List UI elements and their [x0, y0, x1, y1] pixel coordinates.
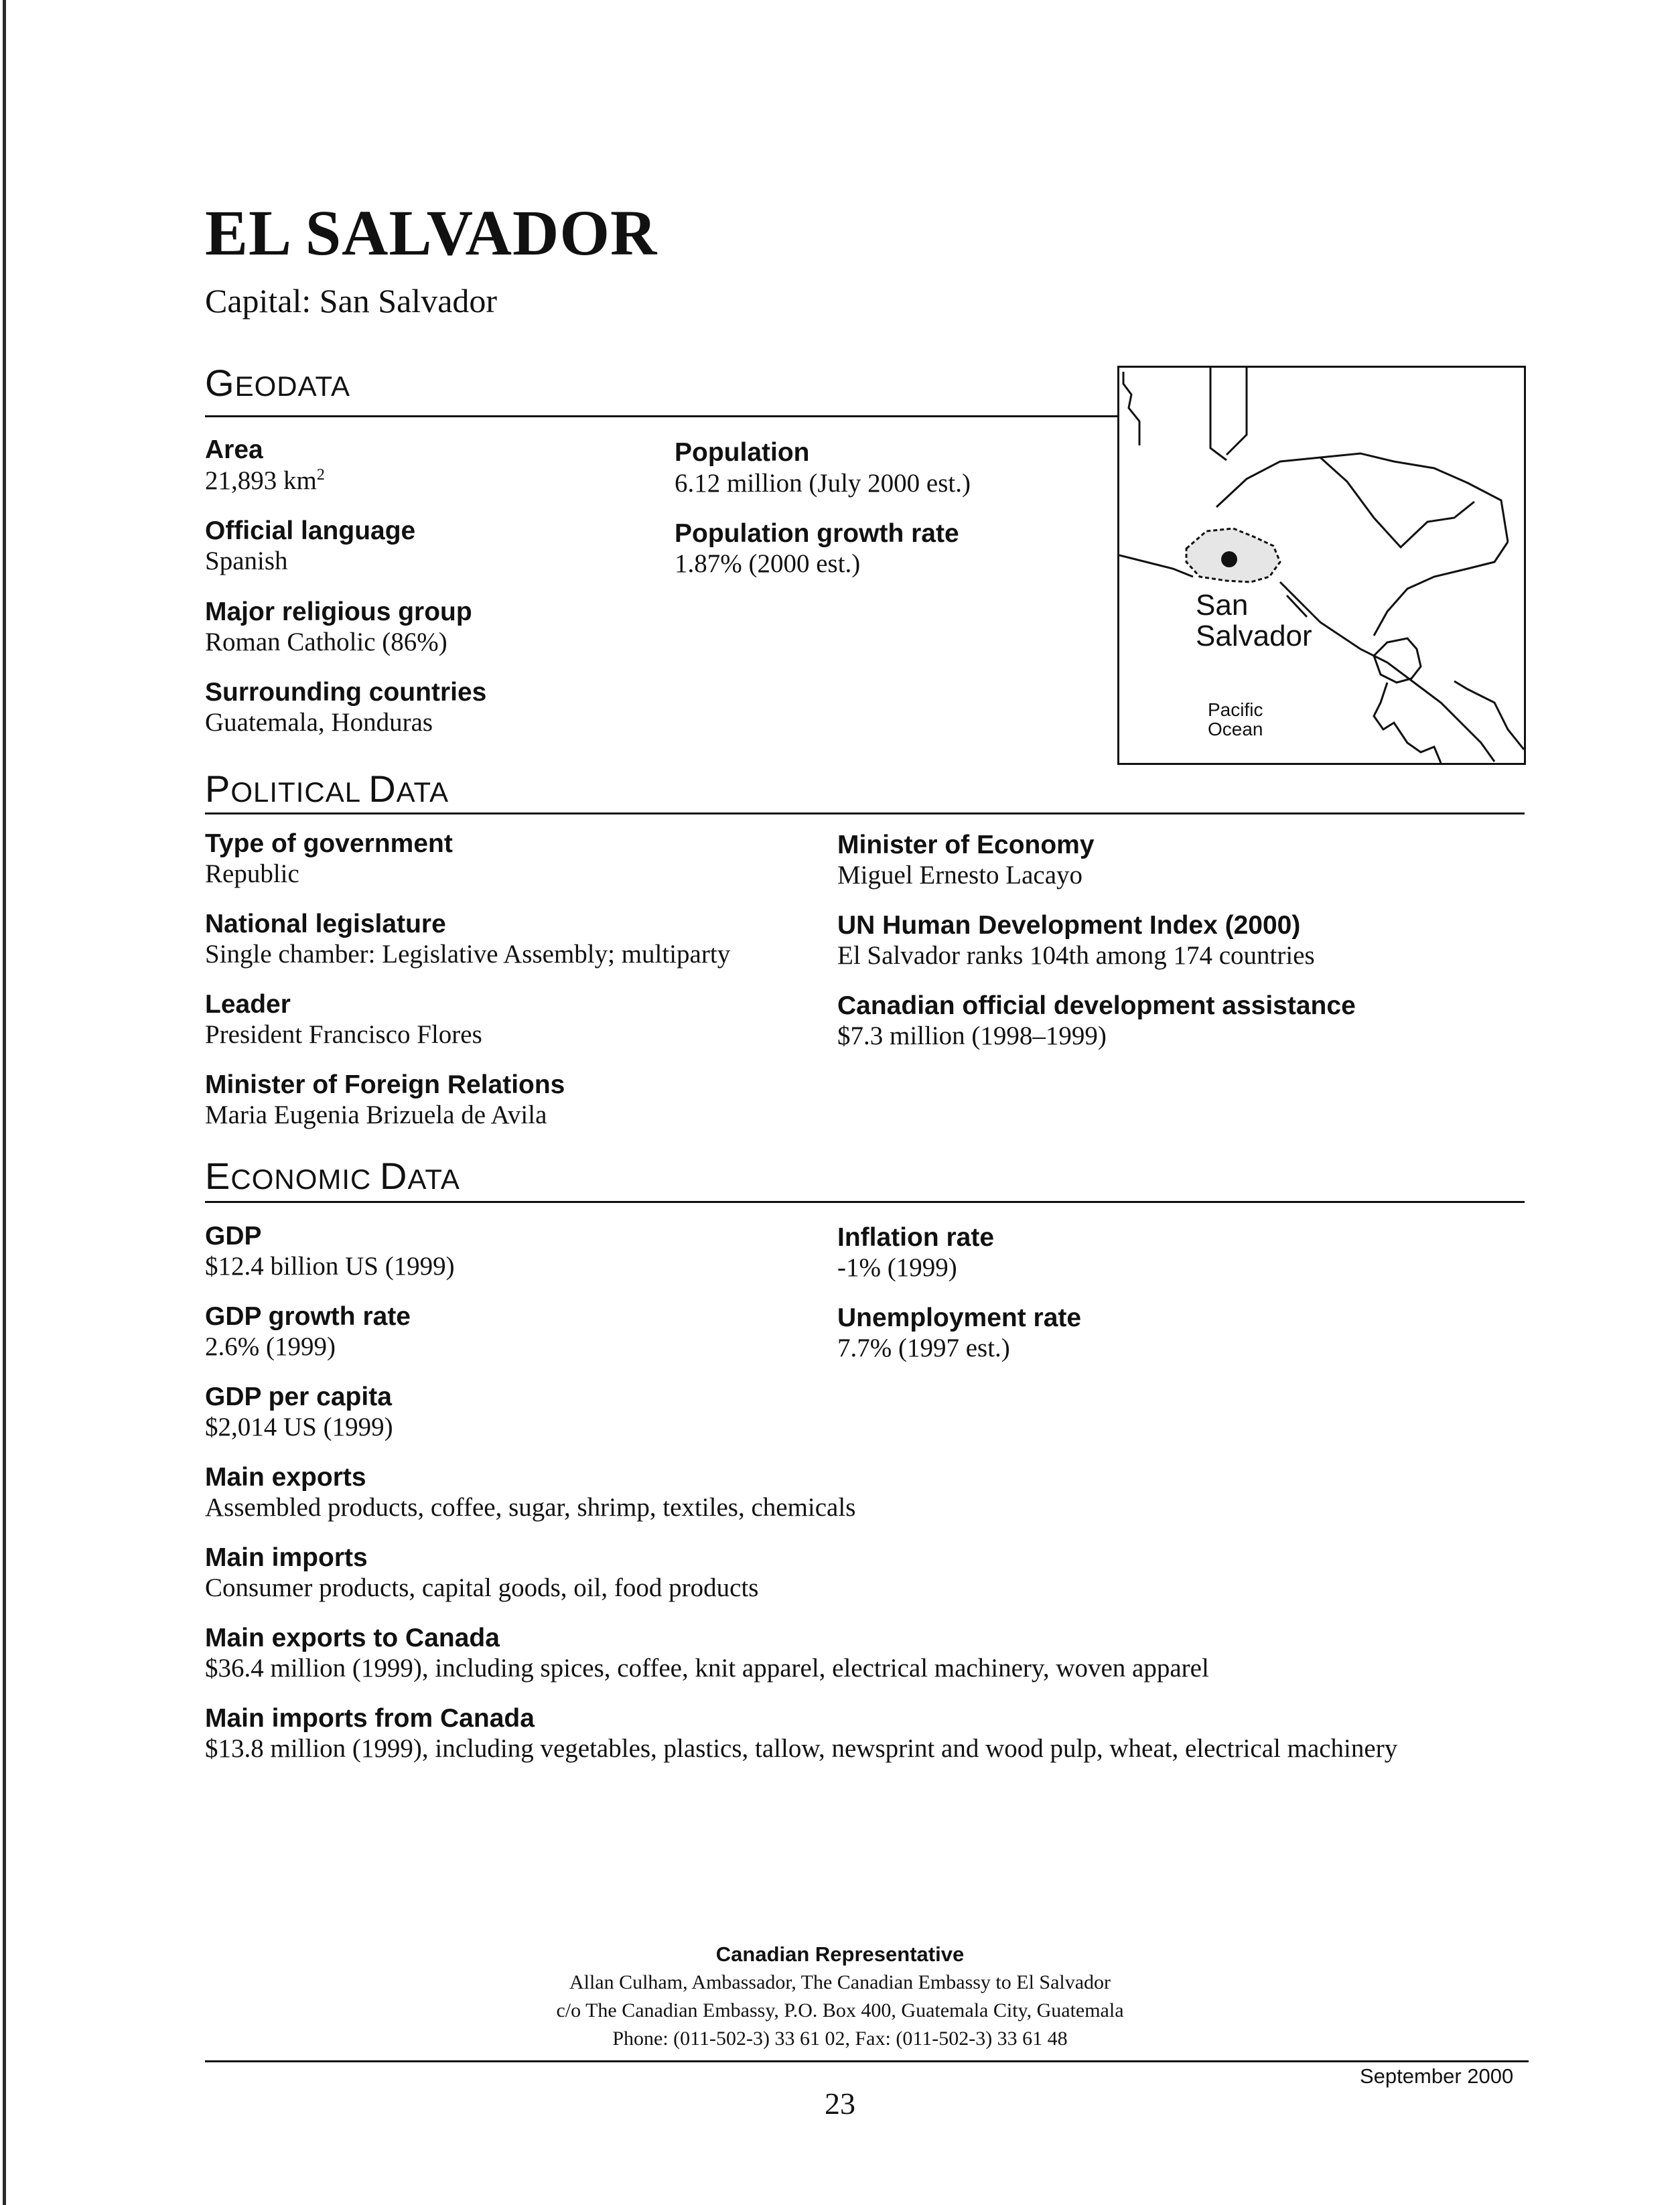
- imports-canada-label: Main imports from Canada: [205, 1704, 535, 1733]
- legislature-label: National legislature: [205, 910, 446, 938]
- unemployment-value: 7.7% (1997 est.): [837, 1334, 1010, 1362]
- coast-pacific-east: [1280, 582, 1494, 762]
- coast-honduras: [1216, 453, 1508, 542]
- footer-rule: [205, 2060, 1529, 2062]
- coastline-northwest: [1123, 372, 1139, 445]
- religion-label: Major religious group: [205, 597, 472, 626]
- capital-dot: [1221, 551, 1237, 567]
- representative-title: Canadian Representative: [715, 1942, 965, 1966]
- coast-pacific-west: [1119, 555, 1193, 577]
- border-honduras: [1320, 457, 1474, 547]
- gdp-growth-value: 2.6% (1999): [205, 1332, 336, 1361]
- imports-label: Main imports: [205, 1543, 368, 1572]
- imports-value: Consumer products, capital goods, oil, food products: [205, 1573, 759, 1602]
- exports-value: Assembled products, coffee, sugar, shrimp, textiles, chemicals: [205, 1493, 856, 1522]
- political-heading: POLITICAL DATA: [205, 768, 449, 810]
- oda-value: $7.3 million (1998–1999): [837, 1021, 1107, 1050]
- hdi-label: UN Human Development Index (2000): [837, 911, 1301, 940]
- coast-caribbean: [1374, 542, 1508, 636]
- gdp-capita-label: GDP per capita: [205, 1382, 392, 1411]
- economic-heading: ECONOMIC DATA: [205, 1155, 460, 1197]
- area-value: 21,893 $km^2$: [205, 466, 325, 495]
- hdi-value: El Salvador ranks 104th among 174 countries: [837, 941, 1315, 970]
- geodata-rule: [205, 415, 1117, 417]
- religion-value: Roman Catholic (86%): [205, 628, 447, 656]
- gdp-growth-label: GDP growth rate: [205, 1302, 411, 1331]
- area-label: Area: [205, 435, 263, 464]
- language-label: Official language: [205, 516, 416, 545]
- growth-label: Population growth rate: [675, 519, 959, 548]
- gdp-value: $12.4 billion US (1999): [205, 1252, 455, 1281]
- map-city-label: San Salvador: [1196, 589, 1312, 653]
- footer-date: September 2000: [1360, 2064, 1514, 2088]
- border-north: [1227, 368, 1247, 455]
- population-value: 6.12 million (July 2000 est.): [675, 469, 971, 498]
- inflation-label: Inflation rate: [837, 1223, 995, 1252]
- gdp-label: GDP: [205, 1222, 262, 1251]
- location-map: [1117, 366, 1526, 765]
- page-number: 23: [825, 2086, 855, 2121]
- page-title: EL SALVADOR: [205, 197, 658, 269]
- economic-rule: [205, 1201, 1525, 1203]
- scan-edge: [3, 0, 6, 2205]
- imports-canada-value: $13.8 million (1999), including vegetables, plastics, tallow, newsprint and wood pulp, wheat, electrical machinery: [205, 1734, 1398, 1763]
- coast-southeast: [1454, 681, 1524, 750]
- government-label: Type of government: [205, 829, 453, 858]
- foreign-minister-label: Minister of Foreign Relations: [205, 1070, 565, 1099]
- representative-line-2: c/o The Canadian Embassy, P.O. Box 400, Guatemala City, Guatemala: [556, 1999, 1124, 2021]
- political-rule: [205, 812, 1525, 814]
- gdp-capita-value: $2,014 US (1999): [205, 1413, 393, 1441]
- legislature-value: Single chamber: Legislative Assembly; multiparty: [205, 940, 731, 969]
- geodata-heading: GEODATA: [205, 362, 351, 404]
- representative-line-1: Allan Culham, Ambassador, The Canadian Embassy to El Salvador: [569, 1971, 1111, 1993]
- economy-minister-value: Miguel Ernesto Lacayo: [837, 861, 1083, 890]
- border-belize: [1210, 368, 1227, 460]
- inflation-value: -1% (1999): [837, 1253, 957, 1282]
- exports-label: Main exports: [205, 1463, 366, 1492]
- oda-label: Canadian official development assistance: [837, 991, 1356, 1020]
- government-value: Republic: [205, 859, 299, 888]
- population-label: Population: [675, 438, 810, 467]
- language-value: Spanish: [205, 547, 288, 575]
- growth-value: 1.87% (2000 est.): [675, 549, 861, 578]
- capital-subtitle: Capital: San Salvador: [205, 282, 498, 319]
- representative-line-3: Phone: (011-502-3) 33 61 02, Fax: (011-502-3) 33 61 48: [612, 2028, 1068, 2050]
- exports-canada-value: $36.4 million (1999), including spices, coffee, knit apparel, electrical machinery, woven apparel: [205, 1654, 1209, 1683]
- foreign-minister-value: Maria Eugenia Brizuela de Avila: [205, 1100, 547, 1129]
- leader-label: Leader: [205, 990, 291, 1019]
- surrounding-value: Guatemala, Honduras: [205, 708, 433, 737]
- exports-canada-label: Main exports to Canada: [205, 1624, 500, 1652]
- lake-shape: [1374, 638, 1421, 683]
- leader-value: President Francisco Flores: [205, 1020, 482, 1049]
- economy-minister-label: Minister of Economy: [837, 831, 1095, 859]
- map-ocean-label: Pacific Ocean: [1208, 699, 1263, 740]
- unemployment-label: Unemployment rate: [837, 1303, 1082, 1332]
- surrounding-label: Surrounding countries: [205, 678, 487, 707]
- map-outline: [1119, 368, 1524, 763]
